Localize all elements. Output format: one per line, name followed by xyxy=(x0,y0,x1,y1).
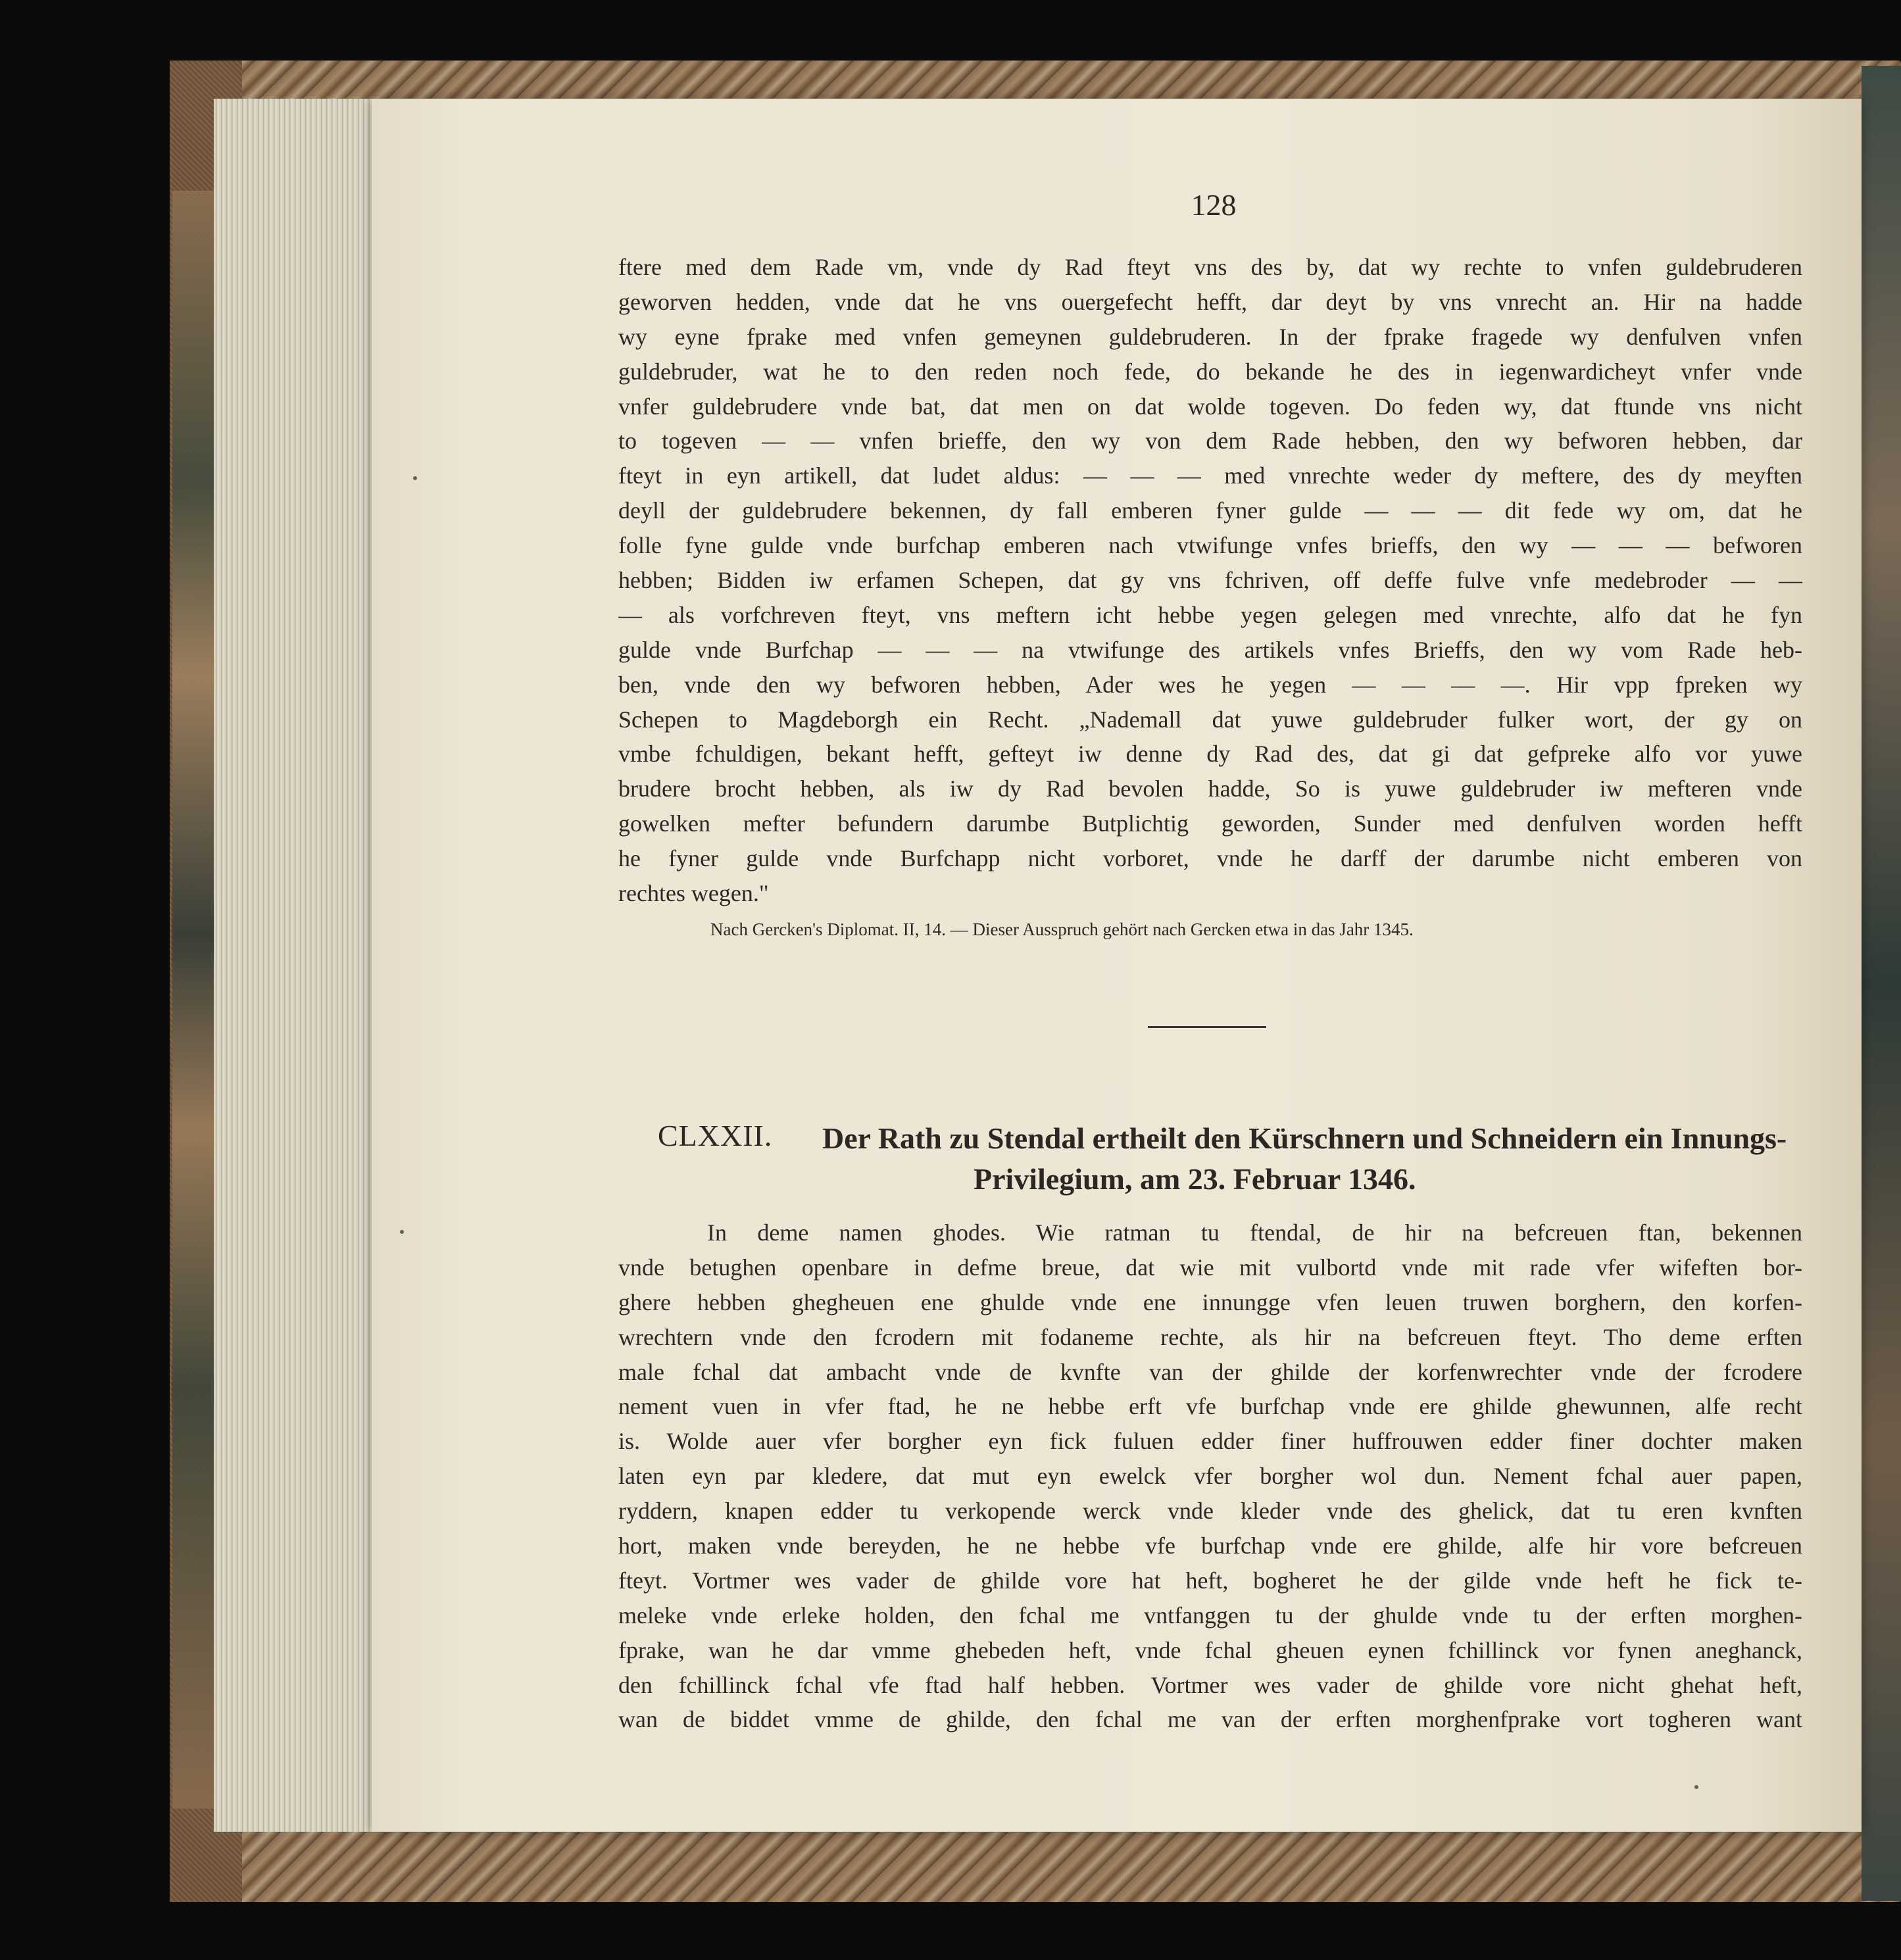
text-line: den fchillinck fchal vfe ftad half hebben. Vortmer wes vader de ghilde vore nicht ghehat heft, xyxy=(618,1671,1802,1698)
text-line: is. Wolde auer vfer borgher eyn fick fuluen edder finer huffrouwen edder finer dochter maken xyxy=(618,1428,1802,1455)
text-line: laten eyn par kledere, dat mut eyn ewelck vfer borgher wol dun. Nement fchal auer papen, xyxy=(618,1463,1802,1490)
text-line: deyll der guldebrudere bekennen, dy fall emberen fyner gulde — — — dit fede wy om, dat he xyxy=(618,497,1802,524)
marbled-endpaper-left xyxy=(172,191,218,1809)
text-line: ftere med dem Rade vm, vnde dy Rad fteyt vns des by, dat wy rechte to vnfen guldebruderen xyxy=(618,254,1802,280)
text-line: fteyt in eyn artikell, dat ludet aldus: — — — med vnrechte weder dy meftere, des dy meyften xyxy=(618,462,1802,489)
text-line: brudere brocht hebben, als iw dy Rad bevolen hadde, So is yuwe guldebruder iw mefteren vnde xyxy=(618,775,1802,802)
source-note: Nach Gercken's Diplomat. II, 14. — Dieser Ausspruch gehört nach Gercken etwa in das Jahr 1345. xyxy=(710,919,1414,939)
text-line: ryddern, knapen edder tu verkopende werck vnde kleder vnde des ghelick, dat tu eren kvnften xyxy=(618,1498,1802,1525)
document-title-line: Der Rath zu Stendal ertheilt den Kürschnern und Schneidern ein Innungs- xyxy=(822,1121,1787,1155)
text-line: meleke vnde erleke holden, den fchal me vntfanggen tu der ghulde vnde tu der erften morghen- xyxy=(618,1602,1802,1629)
text-line: wan de biddet vmme de ghilde, den fchal me van der erften morghenfprake vort togheren want xyxy=(618,1706,1802,1733)
document-number: CLXXII. xyxy=(658,1119,773,1152)
text-line: vmbe fchuldigen, bekant hefft, gefteyt iw denne dy Rad des, dat gi dat gefpreke alfo vor yuwe xyxy=(618,741,1802,768)
text-line: wrechtern vnde den fcrodern mit fodaneme rechte, als hir na befcreuen fteyt. Tho deme erften xyxy=(618,1323,1802,1350)
text-line: ben, vnde den wy befworen hebben, Ader wes he yegen — — — —. Hir vpp fpreken wy xyxy=(618,671,1802,698)
text-line: fprake, wan he dar vmme ghebeden heft, vnde fchal gheuen eynen fchillinck vor fynen aneghanck, xyxy=(618,1636,1802,1663)
text-line: In deme namen ghodes. Wie ratman tu ftendal, de hir na befcreuen ftan, bekennen xyxy=(707,1219,1802,1246)
text-line: fteyt. Vortmer wes vader de ghilde vore hat heft, bogheret he der gilde vnde heft he fick te- xyxy=(618,1567,1802,1594)
text-line: hort, maken vnde bereyden, he ne hebbe vfe burfchap vnde ere ghilde, alfe hir vore befcreuen xyxy=(618,1532,1802,1559)
text-line: Schepen to Magdeborgh ein Recht. „Nademall dat yuwe guldebruder fulker wort, der gy on xyxy=(618,706,1802,733)
text-line: to togeven — — vnfen brieffe, den wy von dem Rade hebben, den wy befworen hebben, dar xyxy=(618,428,1802,454)
section-divider xyxy=(1148,1026,1266,1028)
text-line: wy eyne fprake med vnfen gemeynen guldebruderen. In der fprake fragede wy denfulven vnfen xyxy=(618,323,1802,350)
text-line: nement vuen in vfer ftad, he ne hebbe erft vfe burfchap vnde ere ghilde ghewunnen, alfe recht xyxy=(618,1393,1802,1420)
text-line: gulde vnde Burfchap — — — na vtwifunge des artikels vnfes Brieffs, den wy vom Rade heb- xyxy=(618,636,1802,663)
text-line: ghere hebben ghegheuen ene ghulde vnde ene innungge vfen leuen truwen borghern, den korfen- xyxy=(618,1288,1802,1315)
ink-speck xyxy=(400,1230,404,1234)
page-number: 128 xyxy=(1191,188,1237,222)
text-line: — als vorfchreven fteyt, vns meftern icht hebbe yegen gelegen med vnrechte, alfo dat he fyn xyxy=(618,601,1802,628)
marbled-endpaper-right xyxy=(1862,66,1901,1901)
ink-speck xyxy=(413,476,417,480)
text-line: geworven hedden, vnde dat he vns ouergefecht hefft, dar deyt by vns vnrecht an. Hir na hadde xyxy=(618,288,1802,315)
page-edges xyxy=(214,99,385,1832)
text-line: rechtes wegen." xyxy=(618,880,769,907)
text-line: hebben; Bidden iw erfamen Schepen, dat gy vns fchriven, off deffe fulve vnfe medebroder — — xyxy=(618,567,1802,594)
text-line: guldebruder, wat he to den reden noch fede, do bekande he des in iegenwardicheyt vnfer vnde xyxy=(618,358,1802,385)
text-line: vnfer guldebrudere vnde bat, dat men on dat wolde togeven. Do feden wy, dat ftunde vns nicht xyxy=(618,393,1802,420)
document-title xyxy=(822,1118,1809,1200)
text-line: male fchal dat ambacht vnde de kvnfte van der ghilde der korfenwrechter vnde der fcrodere xyxy=(618,1358,1802,1385)
text-line: vnde betughen openbare in defme breue, dat wie mit vulbortd vnde mit rade vfer wifeften bor- xyxy=(618,1254,1802,1281)
text-line: gowelken mefter befundern darumbe Butplichtig geworden, Sunder med denfulven worden hefft xyxy=(618,810,1802,837)
text-line: folle fyne gulde vnde burfchap emberen nach vtwifunge vnfes brieffs, den wy — — — befworen xyxy=(618,532,1802,559)
passage-continued xyxy=(618,250,1802,911)
charter-text xyxy=(618,1215,1802,1737)
ink-speck xyxy=(1694,1785,1698,1789)
text-line: he fyner gulde vnde Burfchapp nicht vorboret, vnde he darff der darumbe nicht emberen von xyxy=(618,845,1802,872)
document-title-line: Privilegium, am 23. Februar 1346. xyxy=(974,1162,1416,1196)
